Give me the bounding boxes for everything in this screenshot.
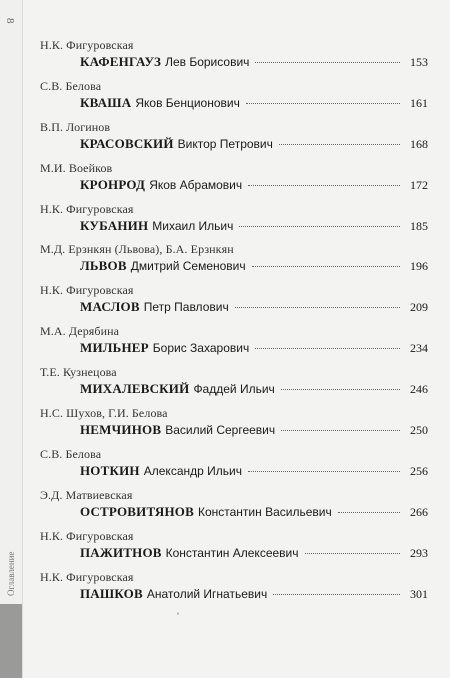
entry-title-line[interactable] [80, 176, 428, 194]
entry-author: С.В. Белова [40, 446, 102, 461]
dot-leader [255, 348, 400, 349]
entry-page: 256 [410, 463, 428, 478]
entry-surname: КАФЕНГАУЗ [80, 54, 162, 69]
dot-leader [255, 62, 400, 63]
entry-surname: МАСЛОВ [80, 299, 140, 315]
entry-names: Петр Павлович [143, 300, 229, 315]
dot-leader [246, 103, 400, 104]
entry-names: Дмитрий Семенович [130, 259, 246, 274]
entry-author: Н.С. Шухов, Г.И. Белова [40, 406, 168, 421]
entry-author: М.А. Дерябина [40, 324, 120, 339]
entry-names: Борис Захарович [152, 341, 250, 356]
entry-author: С.В. Белова [40, 78, 102, 93]
entry-names: Василий Сергеевич [165, 423, 276, 438]
entry-author: Н.К. Фигуровская [40, 528, 134, 543]
entry-title-line[interactable] [80, 544, 428, 562]
entry-surname: КУБАНИН [80, 217, 149, 233]
entry-title-line[interactable] [80, 503, 428, 521]
toc-entry [40, 202, 428, 243]
entry-author: Н.К. Фигуровская [40, 569, 134, 584]
entry-surname: МИХАЛЕВСКИЙ [80, 381, 190, 397]
entry-page: 209 [410, 300, 428, 315]
toc-entry [40, 447, 428, 488]
entry-page: 246 [410, 382, 428, 397]
dot-leader [305, 553, 401, 554]
entry-surname: КВАША [80, 94, 132, 110]
dot-leader [281, 430, 400, 431]
dot-leader [248, 185, 400, 186]
entry-names: Лев Борисович [165, 55, 250, 69]
entry-title-line[interactable] [80, 298, 428, 316]
entry-page: 153 [410, 55, 428, 69]
entry-title-line[interactable] [80, 380, 428, 398]
toc-entry [40, 38, 428, 79]
entry-author: Н.К. Фигуровская [40, 283, 134, 298]
toc-entry [40, 324, 428, 365]
entry-names: Виктор Петрович [177, 136, 273, 151]
entry-names: Александр Ильич [143, 463, 242, 478]
entry-page: 196 [410, 259, 428, 274]
entry-names: Константин Васильевич [197, 504, 332, 519]
dot-leader [248, 471, 400, 472]
entry-title-line[interactable] [80, 53, 428, 71]
toc-entry [40, 488, 428, 529]
entry-page: 161 [410, 95, 428, 110]
toc-entry [40, 570, 428, 611]
toc-entry [40, 406, 428, 447]
entry-surname: КРАСОВСКИЙ [80, 135, 174, 151]
entry-names: Фаддей Ильич [193, 382, 275, 397]
dot-leader [239, 226, 400, 227]
dot-leader [273, 594, 400, 595]
entry-page: 301 [410, 586, 428, 601]
entry-page: 172 [410, 177, 428, 192]
entry-author: Т.Е. Кузнецова [40, 365, 117, 380]
entry-title-line[interactable] [80, 135, 428, 153]
toc-entry [40, 242, 428, 283]
entry-page: 185 [410, 218, 428, 233]
dot-leader [281, 389, 400, 390]
page-number: 8 [4, 18, 16, 24]
toc-entry [40, 283, 428, 324]
entry-surname: ПАЖИТНОВ [80, 544, 162, 560]
entry-author: Э.Д. Матвиевская [40, 487, 133, 502]
entry-names: Константин Алексеевич [165, 545, 299, 560]
entry-page: 250 [410, 423, 428, 438]
entry-author: Н.К. Фигуровская [40, 38, 134, 52]
entry-title-line[interactable] [80, 339, 428, 357]
dot-leader [235, 307, 400, 308]
entry-surname: МИЛЬНЕР [80, 340, 149, 356]
entry-title-line[interactable] [80, 421, 428, 439]
entry-author: М.И. Воейков [40, 160, 113, 175]
dot-leader [279, 144, 400, 145]
entry-title-line[interactable] [80, 94, 428, 112]
entry-title-line[interactable] [80, 217, 428, 235]
entry-names: Яков Бенционович [135, 95, 240, 110]
dot-leader [338, 512, 400, 513]
entry-names: Яков Абрамович [149, 177, 243, 192]
toc-entry [40, 120, 428, 161]
entry-title-line[interactable] [80, 257, 428, 275]
entry-surname: НОТКИН [80, 462, 140, 478]
entry-names: Анатолий Игнатьевич [146, 586, 268, 601]
entry-surname: НЕМЧИНОВ [80, 422, 162, 438]
entry-author: В.П. Логинов [40, 119, 111, 134]
entry-surname: ОСТРОВИТЯНОВ [80, 503, 194, 519]
stray-mark: ˌ [176, 601, 180, 615]
entry-page: 293 [410, 545, 428, 560]
entry-author: М.Д. Ерзнкян (Львова), Б.А. Ерзнкян [40, 242, 234, 257]
toc-entry [40, 161, 428, 202]
dot-leader [252, 266, 400, 267]
entry-names: Михаил Ильич [152, 218, 234, 233]
entry-surname: ЛЬВОВ [80, 258, 127, 274]
entry-title-line[interactable] [80, 462, 428, 480]
entry-author: Н.К. Фигуровская [40, 201, 134, 216]
entry-page: 266 [410, 504, 428, 519]
entry-surname: ПАШКОВ [80, 585, 143, 601]
entry-title-line[interactable] [80, 585, 428, 603]
margin-tab [0, 604, 22, 678]
toc-entry [40, 529, 428, 570]
toc-entry [40, 365, 428, 406]
running-head: Оглавление [6, 551, 16, 596]
table-of-contents [40, 38, 428, 610]
entry-surname: КРОНРОД [80, 176, 146, 192]
entry-page: 234 [410, 341, 428, 356]
toc-entry [40, 79, 428, 120]
entry-page: 168 [410, 136, 428, 151]
